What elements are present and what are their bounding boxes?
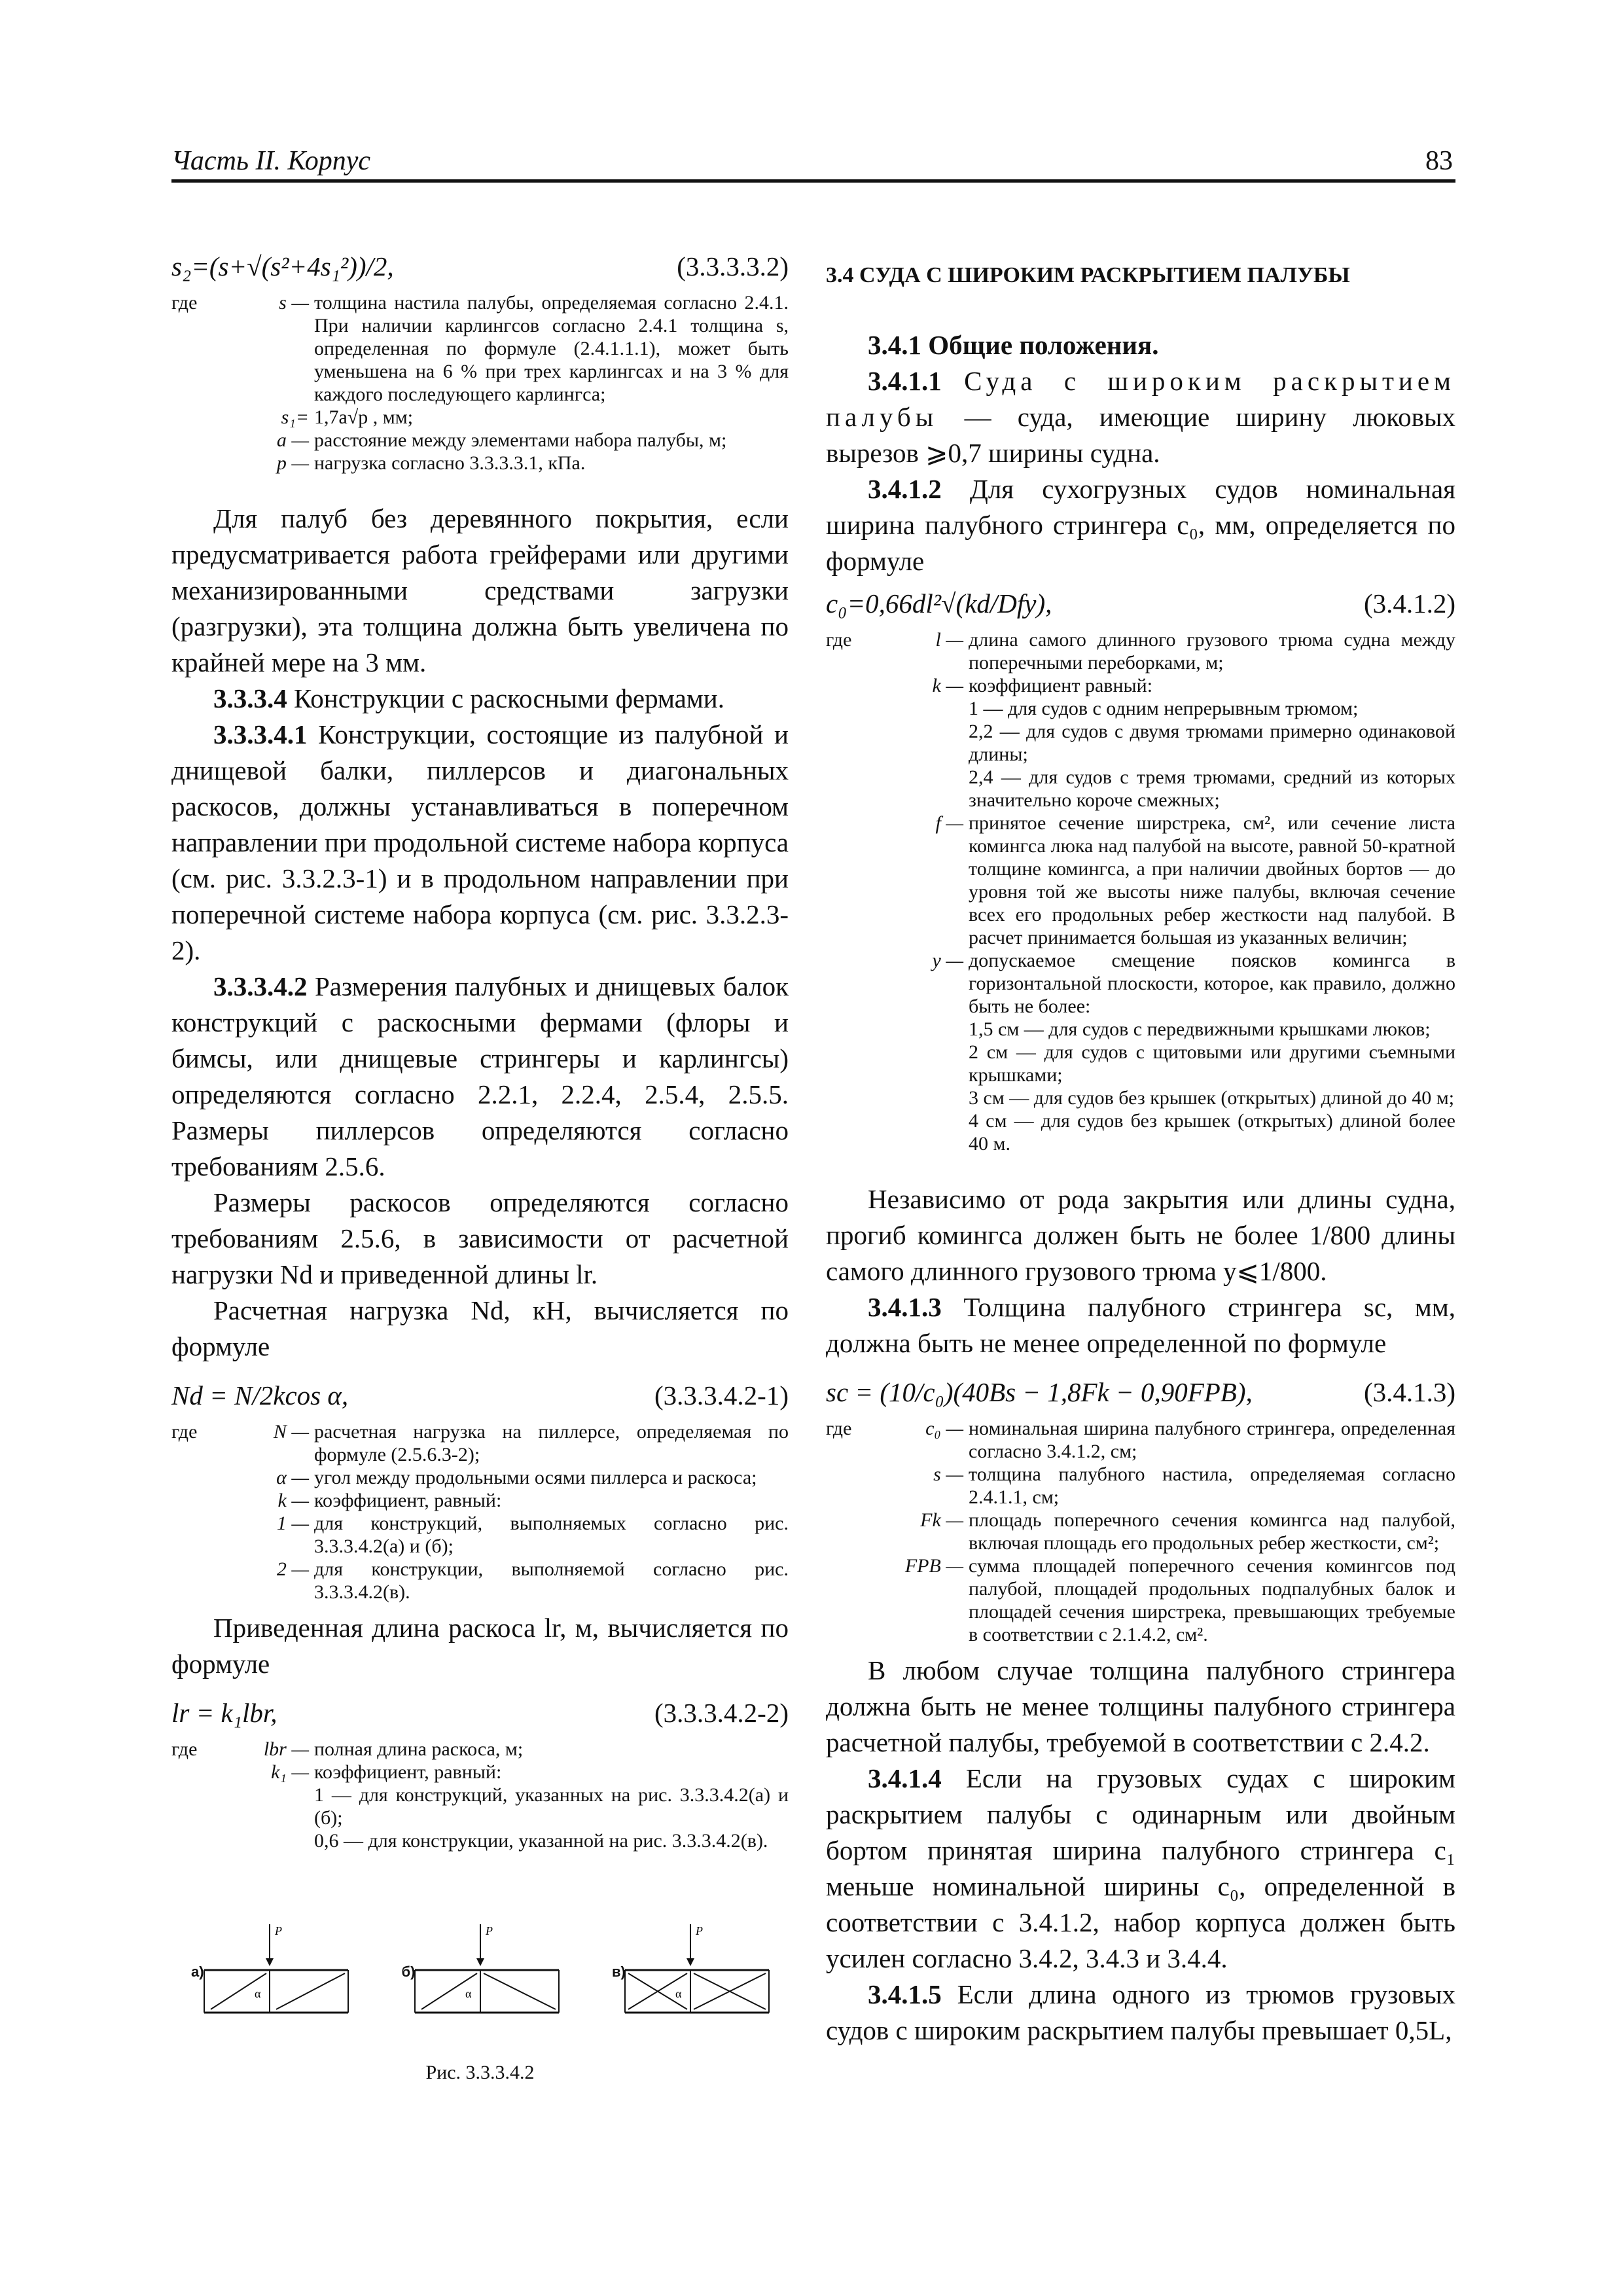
term-definition: Суда с широким раскрытием палубы — [826, 366, 1455, 432]
formula-3-3-3-4-2-2 — [171, 1695, 789, 1731]
section-number: 3.3.3.4.2 — [213, 971, 308, 1001]
load-label: P — [485, 1924, 493, 1937]
section-text: Конструкции, состоящие из палубной и днищевой балки, пиллерсов и диагональных раскосов, должны устанавливаться в поперечном направлении при продольной системе набора корпуса (см. рис. 3.3.2.3-1) и в продольном направлении при поперечной системе набора корпуса (см. рис. 3.3.2.3-2). — [171, 719, 789, 965]
section-text: Конструкции с раскосными фермами. — [294, 683, 724, 713]
where-symbol: 1 — — [276, 1513, 309, 1534]
section-3-4-1-5 — [826, 1977, 1455, 2049]
truss-v-drawing — [612, 1924, 782, 2042]
formula-expression: c₀=0,66dl²√(kd/Dfy), — [826, 588, 1052, 619]
where-symbol: l — — [935, 629, 963, 651]
where-text: 2,4 — для судов с тремя трюмами, средний из которых значительно короче смежных; — [969, 766, 1455, 811]
section-number: 3.4.1.2 — [868, 474, 942, 504]
where-symbol: y — — [932, 950, 963, 971]
section-3-4-1: 3.4.1 Общие положения. — [868, 330, 1159, 360]
paragraph-brace-sizes: Размеры раскосов определяются согласно требованиям 2.5.6, в зависимости от расчетной нагрузки Nd и приведенной длины lr. — [171, 1187, 789, 1289]
where-symbol: s — — [933, 1463, 963, 1485]
where-block-1 — [171, 291, 789, 475]
where-label: где — [171, 1421, 198, 1443]
section-number: 3.4.1.1 — [868, 366, 942, 396]
load-label: P — [696, 1924, 703, 1937]
angle-label: α — [255, 1987, 261, 2000]
diagram-label: б) — [401, 1964, 416, 1980]
formula-3-3-3-3-2 — [171, 249, 789, 285]
left-column — [171, 249, 789, 2084]
where-text: 3 см — для судов без крышек (открытых) длиной до 40 м; — [969, 1087, 1455, 1109]
where-label: где — [826, 629, 852, 651]
formula-number: (3.4.1.3) — [1363, 1377, 1455, 1407]
truss-figure — [191, 1924, 782, 2042]
section-number: 3.4.1.4 — [868, 1763, 942, 1793]
where-symbol: lbr — — [263, 1738, 309, 1760]
where-block-2 — [171, 1420, 789, 1604]
paragraph-reduced-length: Приведенная длина раскоса lr, м, вычисляется по формуле — [171, 1613, 789, 1679]
section-text: Размерения палубных и днищевых балок конструкций с раскосными фермами (флоры и бимсы, или днищевые стрингеры и карлингсы) определяются согласно 2.2.1, 2.2.4, 2.5.4, 2.5.5. Размеры пиллерсов определяются согласно требованиям 2.5.6. — [171, 971, 789, 1181]
section-3-3-3-4-1 — [171, 717, 789, 969]
truss-diagram-a — [191, 1924, 361, 2042]
where-symbol: N — — [273, 1421, 309, 1443]
where-text: коэффициент равный: — [969, 675, 1153, 696]
formula-expression: sc = (10/c₀)(40Bs − 1,8Fk − 0,90FPB), — [826, 1377, 1253, 1407]
where-block-3 — [171, 1738, 789, 1852]
where-text: толщина настила палубы, определяемая согласно 2.4.1. При наличии карлингсов согласно 2.4.1 толщина s, определенная по формуле (2.4.1.1.1), может быть уменьшена на 6 % при трех карлингсах и на 3 % для каждого последующего карлингса; — [314, 292, 789, 405]
where-text: полная длина раскоса, м; — [314, 1738, 524, 1760]
diagram-label: а) — [191, 1964, 204, 1980]
where-text: для конструкции, выполняемой согласно рис. 3.3.3.4.2(в). — [314, 1558, 789, 1603]
formula-number: (3.3.3.4.2-1) — [654, 1380, 789, 1410]
where-symbol: s₁= — [281, 406, 309, 428]
section-number: 3.3.3.4.1 — [213, 719, 308, 749]
running-title: Часть II. Корпус — [171, 146, 371, 176]
where-label: где — [171, 292, 198, 314]
where-text: допускаемое смещение поясков комингса в горизонтальной плоскости, которое, как правило, должно быть не более: — [969, 950, 1455, 1017]
right-column — [826, 249, 1455, 2049]
where-text: 1 — для судов с одним непрерывным трюмом; — [969, 698, 1359, 719]
formula-3-4-1-3 — [826, 1374, 1455, 1410]
where-symbol: Fk — — [920, 1509, 963, 1531]
where-text: 4 см — для судов без крышек (открытых) длиной более 40 м. — [969, 1110, 1455, 1155]
section-3-3-3-4 — [171, 681, 789, 717]
paragraph-design-load: Расчетная нагрузка Nd, кН, вычисляется по формуле — [171, 1295, 789, 1361]
where-text: сумма площадей поперечного сечения комингсов под палубой, площадей продольных подпалубных балок и площадей сечения ширстрека, превышающих требуемые в соответствии с 2.1.4.2, см². — [969, 1555, 1455, 1645]
where-symbol: k — — [277, 1490, 309, 1511]
truss-a-drawing — [191, 1924, 361, 2042]
section-number: 3.3.3.4 — [213, 683, 287, 713]
where-text: коэффициент, равный: — [314, 1490, 502, 1511]
section-3-3-3-4-2 — [171, 969, 789, 1185]
section-text: Для сухогрузных судов номинальная ширина палубного стрингера c₀, мм, определяется по формуле — [826, 474, 1456, 576]
truss-b-drawing — [402, 1924, 572, 2042]
load-label: P — [275, 1924, 282, 1937]
section-3-4-1-3 — [826, 1289, 1455, 1361]
where-symbol: FPB — — [904, 1555, 963, 1577]
section-text: — суда, имеющие ширину люковых вырезов ⩾0,7 ширины судна. — [826, 402, 1455, 468]
where-block-4 — [826, 628, 1455, 1155]
where-symbol: k₁ — — [271, 1761, 309, 1783]
angle-label: α — [465, 1987, 471, 2000]
page-number: 83 — [1425, 146, 1453, 176]
where-text: 0,6 — для конструкции, указанной на рис. 3.3.3.4.2(в). — [314, 1830, 768, 1852]
where-text: 1,5 см — для судов с передвижными крышками люков; — [969, 1018, 1431, 1040]
where-label: где — [171, 1738, 198, 1760]
where-text: расстояние между элементами набора палубы, м; — [314, 429, 727, 451]
figure-caption: Рис. 3.3.3.4.2 — [425, 2062, 535, 2083]
where-text: 1 — для конструкций, указанных на рис. 3.3.3.4.2(а) и (б); — [314, 1784, 789, 1829]
where-label: где — [826, 1418, 852, 1439]
where-symbol: a — — [276, 429, 309, 451]
where-symbol: f — — [935, 812, 963, 834]
where-text: угол между продольными осями пиллерса и раскоса; — [314, 1467, 757, 1488]
where-text: длина самого длинного грузового трюма судна между поперечными переборками, м; — [969, 629, 1455, 673]
formula-number: (3.3.3.3.2) — [677, 251, 789, 281]
angle-label: α — [675, 1987, 682, 2000]
paragraph-deck-thickness: Для палуб без деревянного покрытия, если предусматривается работа грейферами или другими механизированными средствами загрузки (разгрузки), эта толщина должна быть увеличена по крайней мере на 3 мм. — [171, 503, 789, 677]
paragraph-coaming-deflection: Независимо от рода закрытия или длины судна, прогиб комингса должен быть не более 1/800 длины самого длинного грузового трюма y⩽1/800. — [826, 1184, 1455, 1286]
where-text: принятое сечение ширстрека, см², или сечение листа комингса люка над палубой на высоте, равной 50-кратной толщине комингса, а при наличии двойных бортов — до уровня той же высоты ниже палубы, включая сечение всех его продольных ребер жесткости над палубой. В расчет принимается большая из указанных величин; — [969, 812, 1455, 948]
where-symbol: 2 — — [276, 1558, 309, 1580]
formula-expression: lr = k₁lbr, — [171, 1698, 277, 1728]
where-text: 1,7a√p , мм; — [314, 406, 414, 428]
where-text: толщина палубного настила, определяемая согласно 2.4.1.1, см; — [969, 1463, 1455, 1508]
where-text: 2 см — для судов с щитовыми или другими съемными крышками; — [969, 1041, 1455, 1086]
where-symbol: p — — [276, 452, 309, 474]
section-number: 3.4.1.5 — [868, 1979, 942, 2009]
page-header — [171, 145, 1455, 183]
truss-diagram-b — [402, 1924, 572, 2042]
where-text: расчетная нагрузка на пиллерсе, определяемая по формуле (2.5.6.3-2); — [314, 1421, 789, 1465]
formula-number: (3.4.1.2) — [1363, 588, 1455, 619]
where-symbol: k — — [932, 675, 963, 696]
section-text: Если длина одного из трюмов грузовых судов с широким раскрытием палубы превышает 0,5L, — [826, 1979, 1456, 2045]
diagram-label: в) — [612, 1964, 626, 1980]
where-text: для конструкций, выполняемых согласно рис. 3.3.3.4.2(а) и (б); — [314, 1513, 789, 1557]
where-symbol: c₀ — — [925, 1418, 963, 1439]
formula-3-4-1-2 — [826, 586, 1455, 622]
where-text: номинальная ширина палубного стрингера, определенная согласно 3.4.1.2, см; — [969, 1418, 1455, 1462]
where-text: площадь поперечного сечения комингса над палубой, включая площадь его продольных ребер жесткости, см²; — [969, 1509, 1455, 1554]
section-text: Если на грузовых судах с широким раскрытием палубы с одинарным или двойным бортом принятая ширина палубного стрингера c₁ меньше номинальной ширины c₀, определенной в соответствии с 3.4.1.2, набор корпуса должен быть усилен согласно 3.4.2, 3.4.3 и 3.4.4. — [826, 1763, 1456, 1973]
section-3-4-1-4 — [826, 1761, 1455, 1977]
where-text: коэффициент, равный: — [314, 1761, 502, 1783]
formula-3-3-3-4-2-1 — [171, 1378, 789, 1414]
where-symbol: s — — [279, 292, 309, 314]
section-3-4-1-2 — [826, 471, 1455, 579]
paragraph-stringer-minimum: В любом случае толщина палубного стрингера должна быть не менее толщины палубного стрингера расчетной палубы, требуемой в соответствии с 2.4.2. — [826, 1655, 1455, 1757]
formula-expression: s₂=(s+√(s²+4s₁²))/2, — [171, 251, 394, 281]
section-number: 3.4.1.3 — [868, 1292, 942, 1322]
where-text: нагрузка согласно 3.3.3.3.1, кПа. — [314, 452, 586, 474]
truss-diagram-v — [612, 1924, 782, 2042]
where-text: 2,2 — для судов с двумя трюмами примерно одинаковой длины; — [969, 721, 1455, 765]
section-3-4-1-1 — [826, 363, 1455, 471]
where-symbol: α — — [276, 1467, 309, 1488]
where-block-5 — [826, 1417, 1455, 1646]
section-heading-3-4: 3.4 СУДА С ШИРОКИМ РАСКРЫТИЕМ ПАЛУБЫ — [826, 263, 1350, 287]
formula-expression: Nd = N/2kcos α, — [171, 1380, 349, 1410]
section-text: Толщина палубного стрингера sc, мм, должна быть не менее определенной по формуле — [826, 1292, 1456, 1358]
formula-number: (3.3.3.4.2-2) — [654, 1698, 789, 1728]
